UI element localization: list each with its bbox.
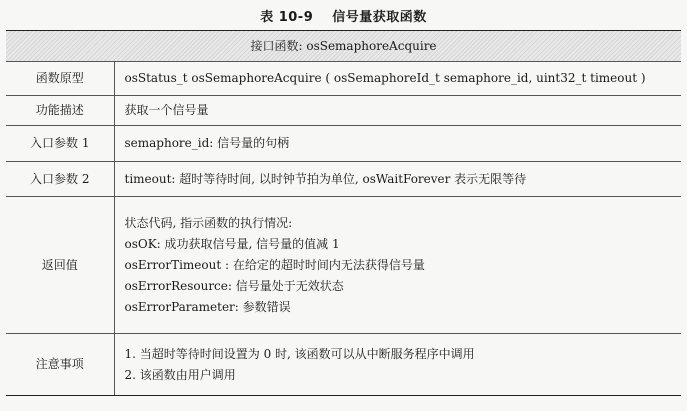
- note-line: 1. 当超时等待时间设置为 0 时, 该函数可以从中断服务程序中调用: [124, 346, 475, 361]
- api-table: [6, 30, 681, 396]
- return-line: osErrorTimeout : 在给定的超时时间内无法获得信号量: [124, 257, 425, 272]
- table-row: [6, 162, 681, 197]
- row-label-notes: 注意事项: [6, 334, 114, 396]
- table-row: [6, 126, 681, 162]
- return-line: osErrorResource: 信号量处于无效状态: [124, 278, 344, 293]
- row-value-description: 获取一个信号量: [114, 96, 681, 126]
- note-line: 2. 该函数由用户调用: [124, 367, 236, 382]
- row-label-param1: 入口参数 1: [6, 126, 114, 162]
- table-header-row: [6, 31, 681, 62]
- table-caption: [0, 6, 687, 25]
- row-value-notes: [114, 334, 681, 396]
- table-row: [6, 62, 681, 96]
- table-row-return: [6, 197, 681, 334]
- table-row: [6, 96, 681, 126]
- row-value-param2: timeout: 超时等待时间, 以时钟节拍为单位, osWaitForever 表示无限等待: [114, 162, 681, 197]
- return-line: osErrorParameter: 参数错误: [124, 299, 291, 314]
- interface-function-header: 接口函数: osSemaphoreAcquire: [6, 31, 681, 62]
- table-row-notes: [6, 334, 681, 396]
- return-line: osOK: 成功获取信号量, 信号量的值减 1: [124, 236, 340, 251]
- row-label-param2: 入口参数 2: [6, 162, 114, 197]
- table-title: 信号量获取函数: [332, 10, 427, 25]
- row-value-prototype: osStatus_t osSemaphoreAcquire ( osSemaphoreId_t semaphore_id, uint32_t timeout ): [114, 62, 681, 96]
- row-label-prototype: 函数原型: [6, 62, 114, 96]
- row-label-return: 返回值: [6, 197, 114, 334]
- table-number: 表 10-9: [260, 10, 314, 25]
- row-value-param1: semaphore_id: 信号量的句柄: [114, 126, 681, 162]
- row-value-return: [114, 197, 681, 334]
- row-label-description: 功能描述: [6, 96, 114, 126]
- return-line: 状态代码, 指示函数的执行情况:: [124, 215, 293, 230]
